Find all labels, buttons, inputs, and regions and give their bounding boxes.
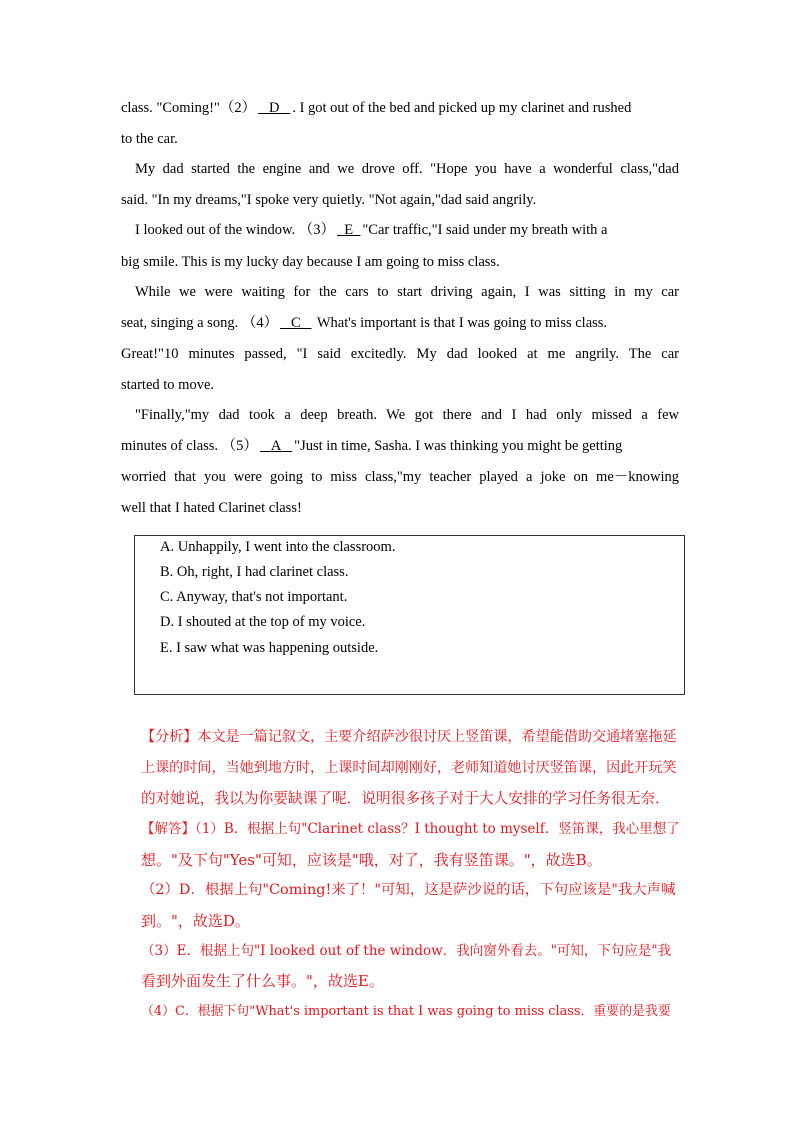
answer-blank-4 [278, 315, 313, 331]
passage-text: . I got out of the bed and picked up my clarinet and rushed [292, 100, 632, 116]
passage-line: started to move. [121, 377, 215, 393]
answer-blank-2 [256, 100, 292, 116]
passage-line: big smile. This is my lucky day because I am going to miss class. [121, 254, 500, 270]
passage-line: well that I hated Clarinet class! [121, 500, 302, 516]
passage-line: said. "In my dreams,"I spoke very quietly. "Not again,"dad said angrily. [121, 192, 537, 208]
passage-text: class. "Coming!"（2） [121, 100, 257, 116]
answer-letter: A [270, 438, 282, 454]
passage-line [121, 98, 679, 118]
option-e: E. I saw what was happening outside. [160, 640, 379, 656]
passage-text: What's important is that I was going to miss class. [316, 315, 608, 331]
passage-line [135, 220, 679, 240]
passage-text: "Car traffic,"I said under my breath with a [362, 222, 608, 238]
passage-line: While we were waiting for the cars to start driving again, I was sitting in my car [135, 284, 679, 300]
answer-line: （2）D．根据上句"Coming!来了！"可知，这是萨沙说的话，下句应该是"我大声喊 [141, 882, 676, 898]
option-a: A. Unhappily, I went into the classroom. [160, 539, 396, 555]
passage-text: minutes of class. （5） [121, 438, 258, 454]
passage-line: Great!"10 minutes passed, "I said excitedly. My dad looked at me angrily. The car [121, 346, 679, 362]
passage-text: I looked out of the window. （3） [135, 222, 336, 238]
passage-line: to the car. [121, 131, 178, 147]
passage-line: My dad started the engine and we drove off. "Hope you have a wonderful class,"dad [135, 161, 679, 177]
answer-line: （4）C．根据下句"What's important is that I was going to miss class．重要的是我要 [141, 1004, 671, 1019]
answer-line: （3）E．根据上句"I looked out of the window．我向窗外看去。"可知，下句应是"我 [141, 943, 672, 959]
passage-line [121, 313, 679, 333]
answer-blank-3 [335, 222, 362, 238]
answer-line: 到。"，故选D。 [141, 912, 250, 930]
answer-line: 想。"及下句"Yes"可知，应该是"哦，对了，我有竖笛课。"，故选B。 [141, 851, 602, 869]
passage-line [121, 436, 679, 456]
option-b: B. Oh, right, I had clarinet class. [160, 564, 349, 580]
answer-letter: E [344, 222, 354, 238]
passage-text: "Just in time, Sasha. I was thinking you might be getting [294, 438, 623, 454]
option-c: C. Anyway, that's not important. [160, 589, 348, 605]
passage-line: worried that you were going to miss class,"my teacher played a joke on me－knowing [121, 469, 679, 485]
answer-line: 看到外面发生了什么事。"，故选E。 [141, 972, 384, 990]
option-d: D. I shouted at the top of my voice. [160, 614, 366, 630]
passage-text: seat, singing a song. （4） [121, 315, 279, 331]
answer-letter: C [290, 315, 301, 331]
analysis-line: 的对她说，我以为你要缺课了呢．说明很多孩子对于大人安排的学习任务很无奈． [141, 790, 670, 807]
answer-letter: D [268, 100, 280, 116]
analysis-line: 上课的时间，当她到地方时，上课时间却刚刚好，老师知道她讨厌竖笛课，因此开玩笑 [141, 760, 677, 776]
analysis-line: 【分析】本文是一篇记叙文，主要介绍萨沙很讨厌上竖笛课，希望能借助交通堵塞拖延 [141, 729, 677, 745]
passage-line: "Finally,"my dad took a deep breath. We got there and I had only missed a few [135, 407, 679, 423]
answer-blank-5 [258, 438, 294, 454]
answer-line: 【解答】（1）B．根据上句"Clarinet class？I thought to myself．竖笛课，我心里想了 [141, 821, 680, 837]
